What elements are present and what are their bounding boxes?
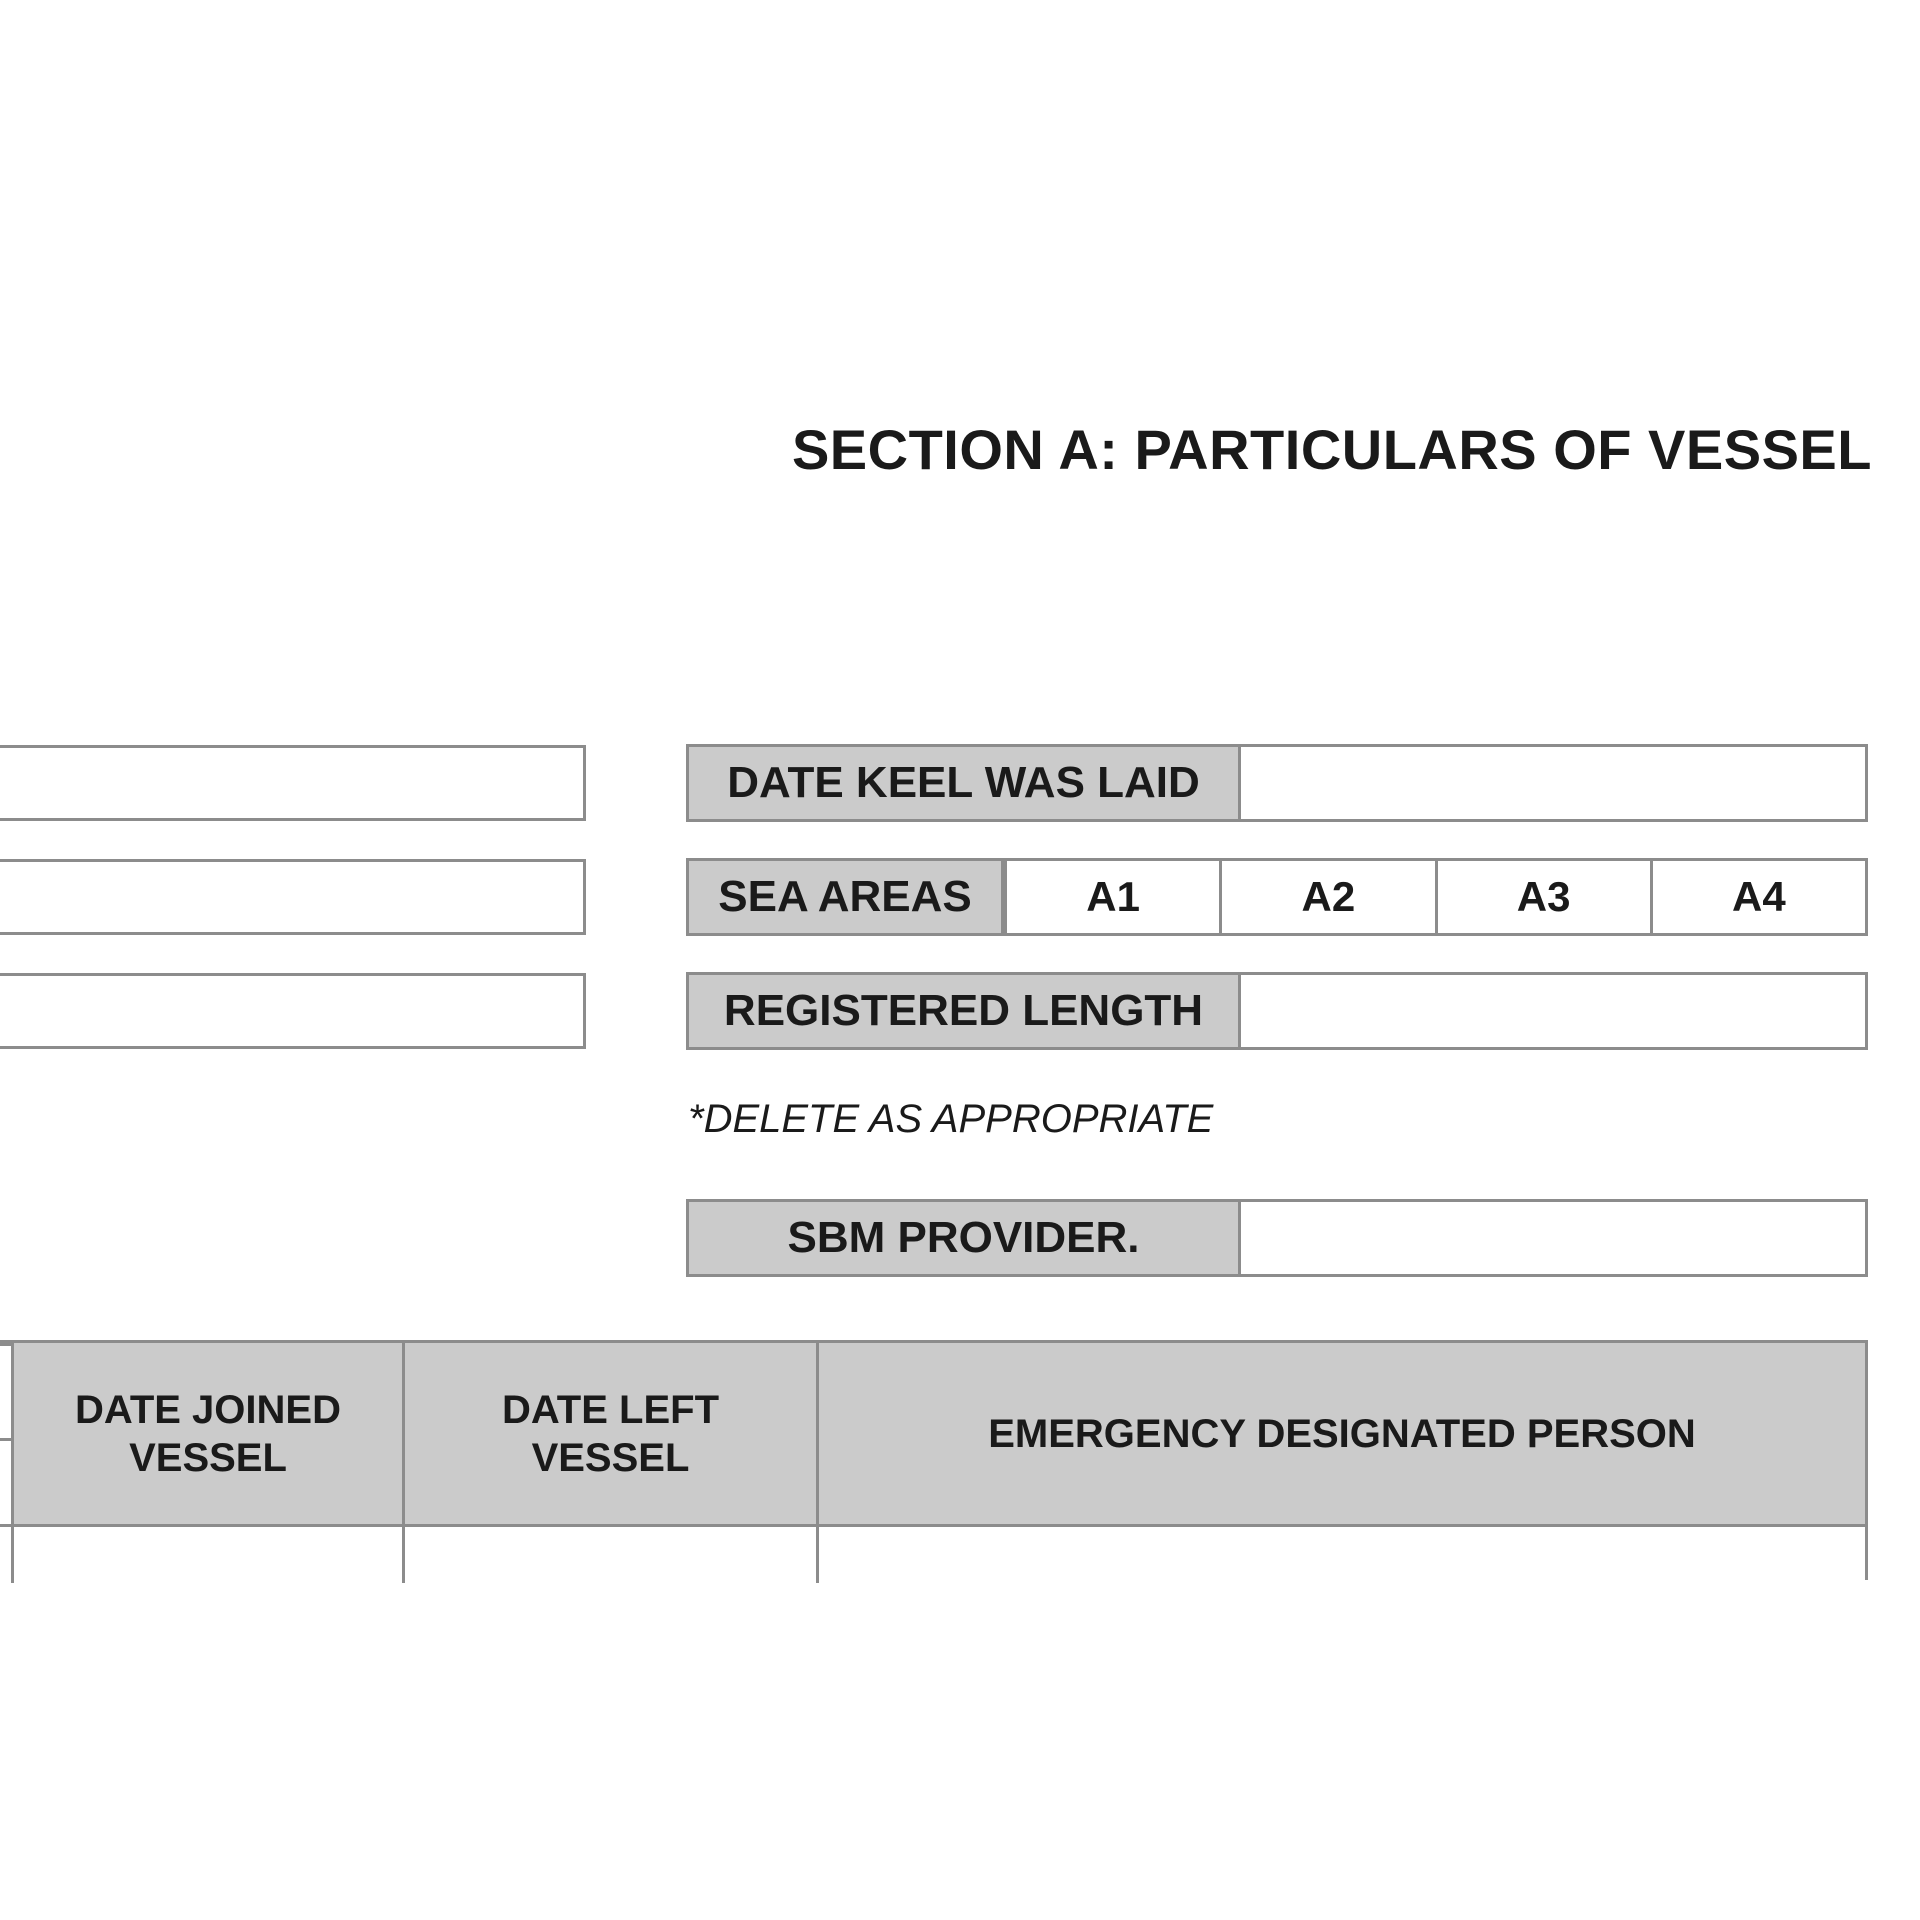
column-header-emergency-person: EMERGENCY DESIGNATED PERSON [819,1343,1865,1527]
left-field-3[interactable] [0,973,586,1049]
length-label: REGISTERED LENGTH [689,975,1241,1047]
sea-areas-row [686,858,1868,936]
delete-note: *DELETE AS APPROPRIATE [688,1097,1214,1141]
sea-area-option-a1[interactable]: A1 [1004,861,1219,933]
registered-length-input[interactable] [1241,975,1865,1047]
length-row [686,972,1868,1050]
keel-row [686,744,1868,822]
column-divider [11,1343,14,1583]
crew-table [0,1340,1868,1580]
column-divider [816,1343,819,1583]
sea-area-option-a2[interactable]: A2 [1219,861,1434,933]
sbm-row [686,1199,1868,1277]
left-field-1[interactable] [0,745,586,821]
sea-area-option-a4[interactable]: A4 [1650,861,1865,933]
sea-areas-label: SEA AREAS [689,861,1004,933]
sbm-provider-input[interactable] [1241,1202,1865,1274]
sea-area-option-a3[interactable]: A3 [1435,861,1650,933]
column-divider [402,1343,405,1583]
column-header-date-left: DATE LEFT VESSEL [405,1343,816,1527]
sbm-label: SBM PROVIDER. [689,1202,1241,1274]
section-title: SECTION A: PARTICULARS OF VESSEL [791,418,1872,481]
keel-label: DATE KEEL WAS LAID [689,747,1241,819]
column-header-date-joined: DATE JOINED VESSEL [14,1343,402,1527]
keel-date-input[interactable] [1241,747,1865,819]
left-field-2[interactable] [0,859,586,935]
